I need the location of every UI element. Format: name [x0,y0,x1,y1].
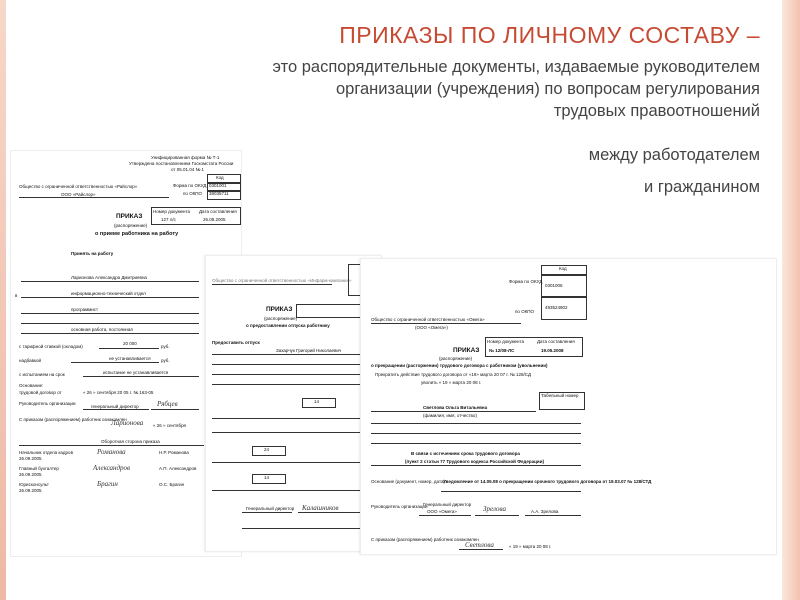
dismissal-tab-label: Табельный номер [541,393,579,398]
visa-1-signature: Романова [97,448,126,456]
dismissal-number-label: Номер документа [487,339,525,344]
department: информационно-технический отдел [71,291,146,296]
salary-rub: руб. [161,344,170,349]
visa-3-signature: Брагин [97,480,118,488]
order-title-sub: (распоряжение) [114,223,148,228]
visa-2-signature: Александров [93,464,131,472]
visa-1-date: 26.09.2005 [19,456,42,461]
dismissal-head-label: Руководитель организации [371,504,428,509]
contract-date: « 26 » сентября 20 05 г. № 163-05 [83,390,154,395]
bonus-label: надбавкой [19,358,42,363]
dismissal-familiar-signature: Светлова [465,541,494,549]
familiar-signature: Ларионова [111,419,144,427]
vacation-order-document [205,255,382,552]
dismissal-okpo-label: по ОКПО [515,309,535,314]
hiring-order-document: Унифицированная форма № Т-1 Утверждена постановлением Госкомстата России от 05.01.04 № 1 Код 0301001 Форма по ОКУД 38035711 по ОКПО Общество с ограниченной ответственностью «Райслор» ООО «Райслор» Номер документа Дата составления 127 л/с 26.08.2005 ПРИКАЗ (распоряжение) о приеме работника на работу Принять на работу Ларионова Александра Дмитриевна в информационно-технический отдел программист основная работа, постоянная с тарифной ставкой (окладом) 20 000 руб. надбавкой не устанавливается руб. с испытанием на срок испытание не устанавливается Основание: трудовой договор от « 26 » сентября 20 05 г. № 163-05 Руководитель организации генеральный директор Рябцев С приказом (распоряжением) работник ознакомлен Ларионова « 26 » сентября Оборотная сторона приказа Начальник отдела кадров 26.09.2005 Романова Н.Р. Романова Главный бухгалтер 26.09.2005 Александров А.П. Александров Юрисконсульт 26.09.2005 Брагин О.С. Брагин [10,150,242,557]
form-approved-date: от 05.01.04 № 1 [171,167,205,172]
okud-label: Форма по ОКУД [173,183,207,188]
trial-label: с испытанием на срок [19,372,65,377]
dismissal-okud-value: 0301006 [545,283,563,288]
vacation-signature: Калашников [302,504,339,512]
code-label: Код [216,175,224,180]
head-label: Руководитель организации [19,401,76,406]
dismissal-employee: Светлова Ольга Витальевна [423,405,488,410]
doc-date-label: Дата составления [199,209,237,214]
hire-label: Принять на работу [71,251,114,256]
dismissal-fio-caption: (фамилия, имя, отчество) [423,413,477,418]
order-about: о приеме работника на работу [95,231,179,237]
dismissal-date-label: Дата составления [537,339,575,344]
dismissal-about: о прекращении (расторжении) трудового договора с работником (увольнении) [371,363,548,368]
org-short: ООО «Райслор» [61,192,96,197]
vacation-employee: Захарчук Григорий Николаевич [276,348,342,353]
dismissal-familiar: С приказом (распоряжением) работник ознакомлен [371,537,479,542]
visa-1-name: Н.Р. Романова [159,450,189,455]
employee-name: Ларионова Александра Дмитриевна [71,275,147,280]
salary-label: с тарифной ставкой (окладом) [19,344,83,349]
familiar-text: С приказом (распоряжением) работник ознакомлен [19,417,127,422]
okud-value: 0301001 [209,183,227,188]
vacation-head: Генеральный директор [246,506,295,511]
subtitle-line-1: это распорядительные документы, издаваемые руководителем [272,58,760,76]
dismissal-basis: Уведомление от 14.05.08 о прекращении срочного трудового договора от 19.03.07 № 128/СТД [443,479,652,484]
slide-title: ПРИКАЗЫ ПО ЛИЧНОМУ СОСТАВУ – [339,22,760,48]
dismissal-dismiss: уволить « 19 » марта 20 08 г. [421,380,482,385]
dismissal-familiar-date: « 19 » марта 20 08 г. [509,544,552,549]
salary-value: 20 000 [123,341,137,346]
dismissal-okpo-value: 493524902 [545,305,568,310]
org-name: Общество с ограниченной ответственностью «Райслор» [19,184,138,189]
dismissal-terminate: Прекратить действие трудового договора от «19» марта 20 07 г. № 128/СД [375,372,531,377]
doc-number: 127 л/с [161,217,176,222]
doc-date: 26.08.2005 [203,217,226,222]
form-header: Унифицированная форма № Т-1 [151,155,220,160]
bonus-value: не устанавливается [109,356,151,361]
dismissal-head-signature: Зрелова [483,505,507,513]
okpo-label: по ОКПО [183,191,203,196]
visa-2-date: 26.09.2005 [19,472,42,477]
subtitle-employer: между работодателем [588,146,760,164]
slide-border-left [0,0,6,600]
vacation-days-2: 24 [264,447,270,452]
contract-label: трудовой договор от [19,390,62,395]
bonus-rub: руб. [161,358,170,363]
reverse-side-label: Оборотная сторона приказа [101,439,160,444]
dismissal-basis-label: Основание (документ, номер, дата): [371,479,447,484]
subtitle-line-3: трудовых правоотношений [553,102,760,120]
basis-label: Основание: [19,383,44,388]
dismissal-org: Общество с ограниченной ответственностью «Омега» [371,317,485,322]
dismissal-number: № 12/08-ЛС [489,348,515,353]
dismissal-order-document [360,258,777,555]
order-title: ПРИКАЗ [116,213,143,220]
doc-number-label: Номер документа [153,209,191,214]
dismissal-head-position: Генеральный директор [423,502,472,507]
visa-1-role: Начальник отдела кадров [19,450,73,455]
slide-subtitle [140,56,760,122]
head-position: генеральный директор [91,404,139,409]
familiar-date: « 26 » сентября [153,423,186,428]
vacation-title-sub: (распоряжение) [264,316,298,321]
dismissal-reason: В связи с истечением срока трудового договора [411,451,520,456]
vacation-days-3: 14 [264,475,270,480]
subtitle-citizen: и гражданином [644,178,760,196]
vacation-org: Общество с ограниченной ответственностью «Инфарм-кампания» [212,278,352,283]
subtitle-line-2: организации (учреждения) по вопросам регулирования [336,80,760,98]
dismissal-head-name: А.А. Зрелова [531,509,559,514]
position: программист [71,307,99,312]
vacation-about: о предоставлении отпуска работнику [246,323,330,328]
slide-border-right [782,0,800,600]
trial-value: испытание не устанавливается [103,370,169,375]
dismissal-head-org: ООО «Омега» [427,509,457,514]
visa-2-name: А.П. Александров [159,466,197,471]
dismissal-okud-label: Форма по ОКУД [509,279,543,284]
dismissal-title-sub: (распоряжение) [439,356,473,361]
dismissal-code-label: Код [559,266,567,271]
dismissal-title: ПРИКАЗ [453,347,480,354]
dismissal-org-short: (ООО «Омега») [415,325,448,330]
visa-3-date: 26.09.2005 [19,488,42,493]
head-signature: Рябцев [157,400,178,408]
vacation-days-1: 14 [314,399,320,404]
visa-2-role: Главный бухгалтер [19,466,59,471]
okpo-value: 38035711 [209,191,229,196]
visa-3-role: Юрисконсульт [19,482,49,487]
visa-3-name: О.С. Брагин [159,482,185,487]
vacation-grant: Предоставить отпуск [212,340,260,345]
dismissal-date: 19.05.2008 [541,348,564,353]
vacation-title: ПРИКАЗ [266,306,293,313]
dismissal-article: (пункт 2 статьи 77 Трудового кодекса Российской Федерации) [405,459,544,464]
form-approved: Утверждена постановлением Госкомстата России [129,161,234,166]
work-type: основная работа, постоянная [71,327,133,332]
